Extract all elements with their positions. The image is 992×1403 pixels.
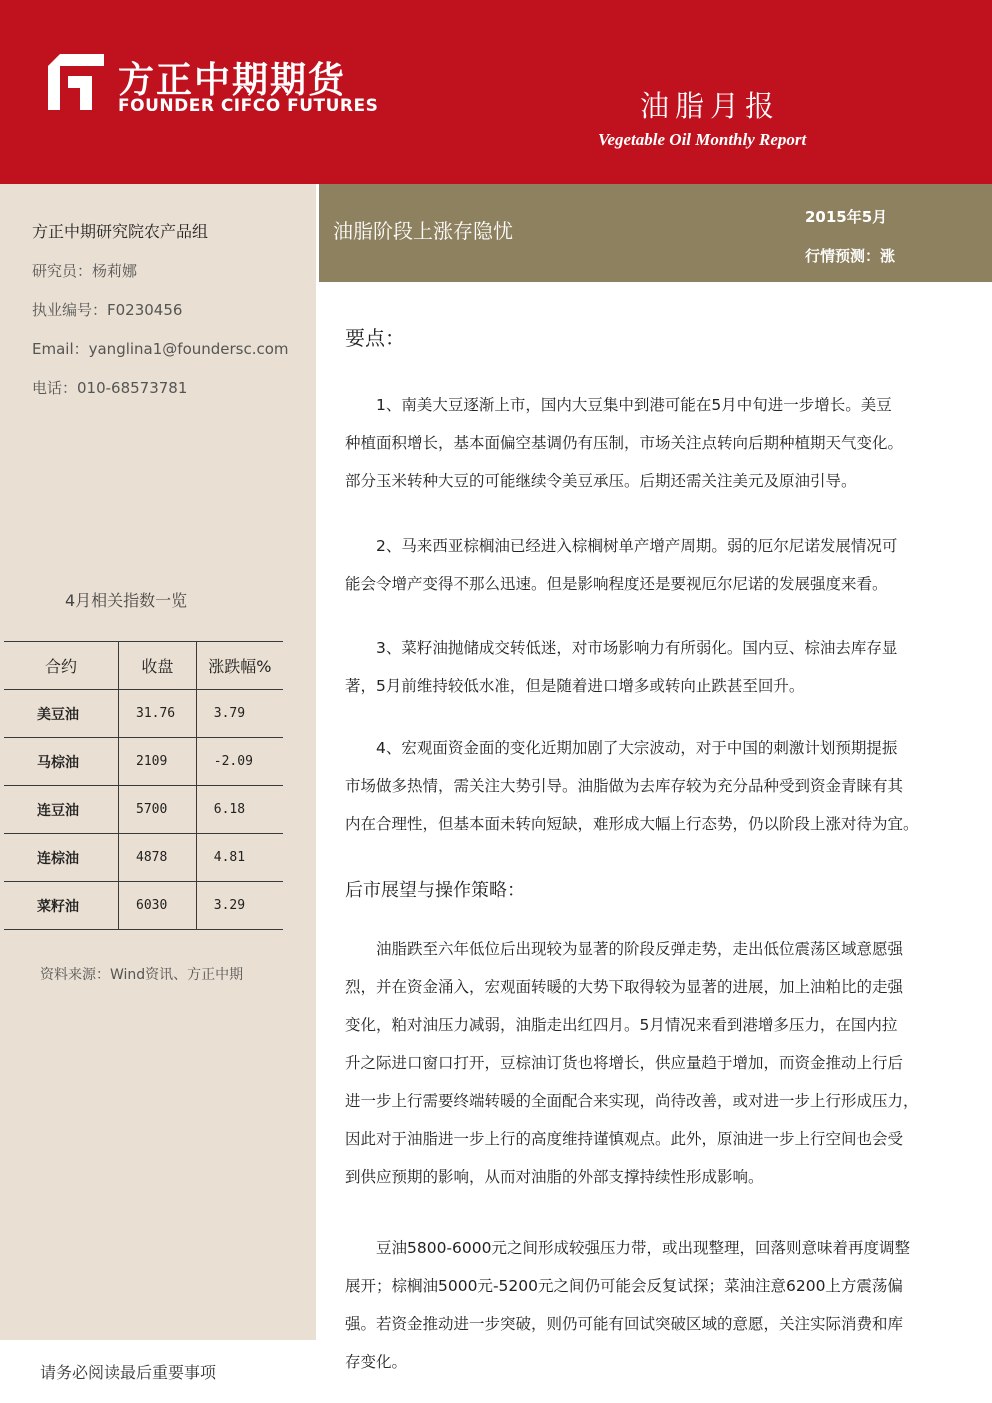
- contract-name: 美豆油: [4, 690, 119, 738]
- text-line: 3、菜籽油抛储成交转低迷，对市场影响力有所弱化。国内豆、棕油去库存显: [376, 639, 898, 657]
- key-point-1: [345, 386, 972, 500]
- index-table-title: 4月相关指数一览: [65, 591, 188, 610]
- research-group: 方正中期研究院农产品组: [32, 222, 209, 241]
- index-table: [4, 641, 283, 930]
- text-line: 因此对于油脂进一步上行的高度维持谨慎观点。此外，原油进一步上行空间也会受: [345, 1130, 904, 1148]
- outlook-heading: 后市展望与操作策略：: [345, 880, 525, 901]
- text-line: 升之际进口窗口打开，豆棕油订货也将增长，供应量趋于增加，而资金推动上行后: [345, 1054, 904, 1072]
- contract-name: 马棕油: [4, 738, 119, 786]
- contract-name: 连棕油: [4, 834, 119, 882]
- change-value: 3.29: [196, 882, 283, 930]
- table-row: [4, 738, 283, 786]
- phone: 电话：010-68573781: [32, 379, 188, 397]
- report-title-cn: 油脂月报: [640, 89, 781, 123]
- change-value: 3.79: [196, 690, 283, 738]
- close-value: 5700: [119, 786, 197, 834]
- text-line: 展开；棕榈油5000元-5200元之间仍可能会反复试探；菜油注意6200上方震荡偏: [345, 1277, 903, 1295]
- close-value: 2109: [119, 738, 197, 786]
- text-line: 部分玉米转种大豆的可能继续令美豆承压。后期还需关注美元及原油引导。: [345, 472, 857, 490]
- header-change: 涨跌幅%: [196, 642, 283, 690]
- change-value: 4.81: [196, 834, 283, 882]
- logo-text-cn: 方正中期期货: [118, 60, 347, 101]
- key-point-3: [345, 629, 972, 705]
- key-points-heading: 要点：: [345, 326, 405, 350]
- text-line: 油脂跌至六年低位后出现较为显著的阶段反弹走势，走出低位震荡区域意愿强: [376, 940, 904, 958]
- market-forecast: 行情预测：涨: [805, 247, 896, 265]
- text-line: 豆油5800-6000元之间形成较强压力带，或出现整理，回落则意味着再度调整: [376, 1239, 910, 1257]
- report-headline: 油脂阶段上涨存隐忧: [333, 219, 513, 243]
- text-line: 著，5月前维持较低水准，但是随着进口增多或转向止跌甚至回升。: [345, 677, 805, 695]
- logo-text-en: FOUNDER CIFCO FUTURES: [118, 96, 379, 116]
- founder-logo-icon: [48, 54, 104, 110]
- table-row: [4, 786, 283, 834]
- key-point-2: [345, 527, 972, 603]
- text-line: 2、马来西亚棕榈油已经进入棕榈树单产增产周期。弱的厄尔尼诺发展情况可: [376, 537, 898, 555]
- header-contract: 合约: [4, 642, 119, 690]
- close-value: 6030: [119, 882, 197, 930]
- report-date: 2015年5月: [805, 208, 888, 226]
- report-title-bar: [319, 184, 992, 282]
- license-number: 执业编号：F0230456: [32, 301, 183, 319]
- disclaimer-note: 请务必阅读最后重要事项: [40, 1363, 217, 1382]
- report-header: [0, 0, 992, 184]
- data-source: 资料来源：Wind资讯、方正中期: [40, 967, 244, 983]
- researcher-name: 研究员：杨莉娜: [32, 262, 138, 280]
- table-row: [4, 834, 283, 882]
- text-line: 内在合理性，但基本面未转向短缺，难形成大幅上行态势，仍以阶段上涨对待为宜。: [345, 815, 919, 833]
- text-line: 变化，粕对油压力减弱，油脂走出红四月。5月情况来看到港增多压力，在国内拉: [345, 1016, 898, 1034]
- table-header-row: [4, 642, 283, 690]
- contract-name: 菜籽油: [4, 882, 119, 930]
- text-line: 市场做多热情，需关注大势引导。油脂做为去库存较为充分品种受到资金青睐有其: [345, 777, 904, 795]
- key-point-4: [345, 729, 972, 843]
- contract-name: 连豆油: [4, 786, 119, 834]
- change-value: -2.09: [196, 738, 283, 786]
- text-line: 存变化。: [345, 1353, 408, 1371]
- table-row: [4, 882, 283, 930]
- text-line: 到供应预期的影响，从而对油脂的外部支撑持续性形成影响。: [345, 1168, 764, 1186]
- text-line: 能会令增产变得不那么迅速。但是影响程度还是要视厄尔尼诺的发展强度来看。: [345, 575, 888, 593]
- outlook-paragraph-2: [345, 1229, 972, 1381]
- table-row: [4, 690, 283, 738]
- close-value: 4878: [119, 834, 197, 882]
- text-line: 种植面积增长，基本面偏空基调仍有压制，市场关注点转向后期种植期天气变化。: [345, 434, 904, 452]
- report-title-en: Vegetable Oil Monthly Report: [598, 130, 807, 149]
- text-line: 1、南美大豆逐渐上市，国内大豆集中到港可能在5月中旬进一步增长。美豆: [376, 396, 892, 414]
- text-line: 强。若资金推动进一步突破，则仍可能有回试突破区域的意愿，关注实际消费和库: [345, 1315, 904, 1333]
- change-value: 6.18: [196, 786, 283, 834]
- header-close: 收盘: [119, 642, 197, 690]
- email: Email：yanglina1@foundersc.com: [32, 340, 289, 358]
- text-line: 进一步上行需要终端转暖的全面配合来实现，尚待改善，或对进一步上行形成压力，: [345, 1092, 919, 1110]
- outlook-paragraph-1: [345, 930, 972, 1196]
- text-line: 4、宏观面资金面的变化近期加剧了大宗波动，对于中国的刺激计划预期提振: [376, 739, 898, 757]
- text-line: 烈，并在资金涌入，宏观面转暖的大势下取得较为显著的进展，加上油粕比的走强: [345, 978, 904, 996]
- close-value: 31.76: [119, 690, 197, 738]
